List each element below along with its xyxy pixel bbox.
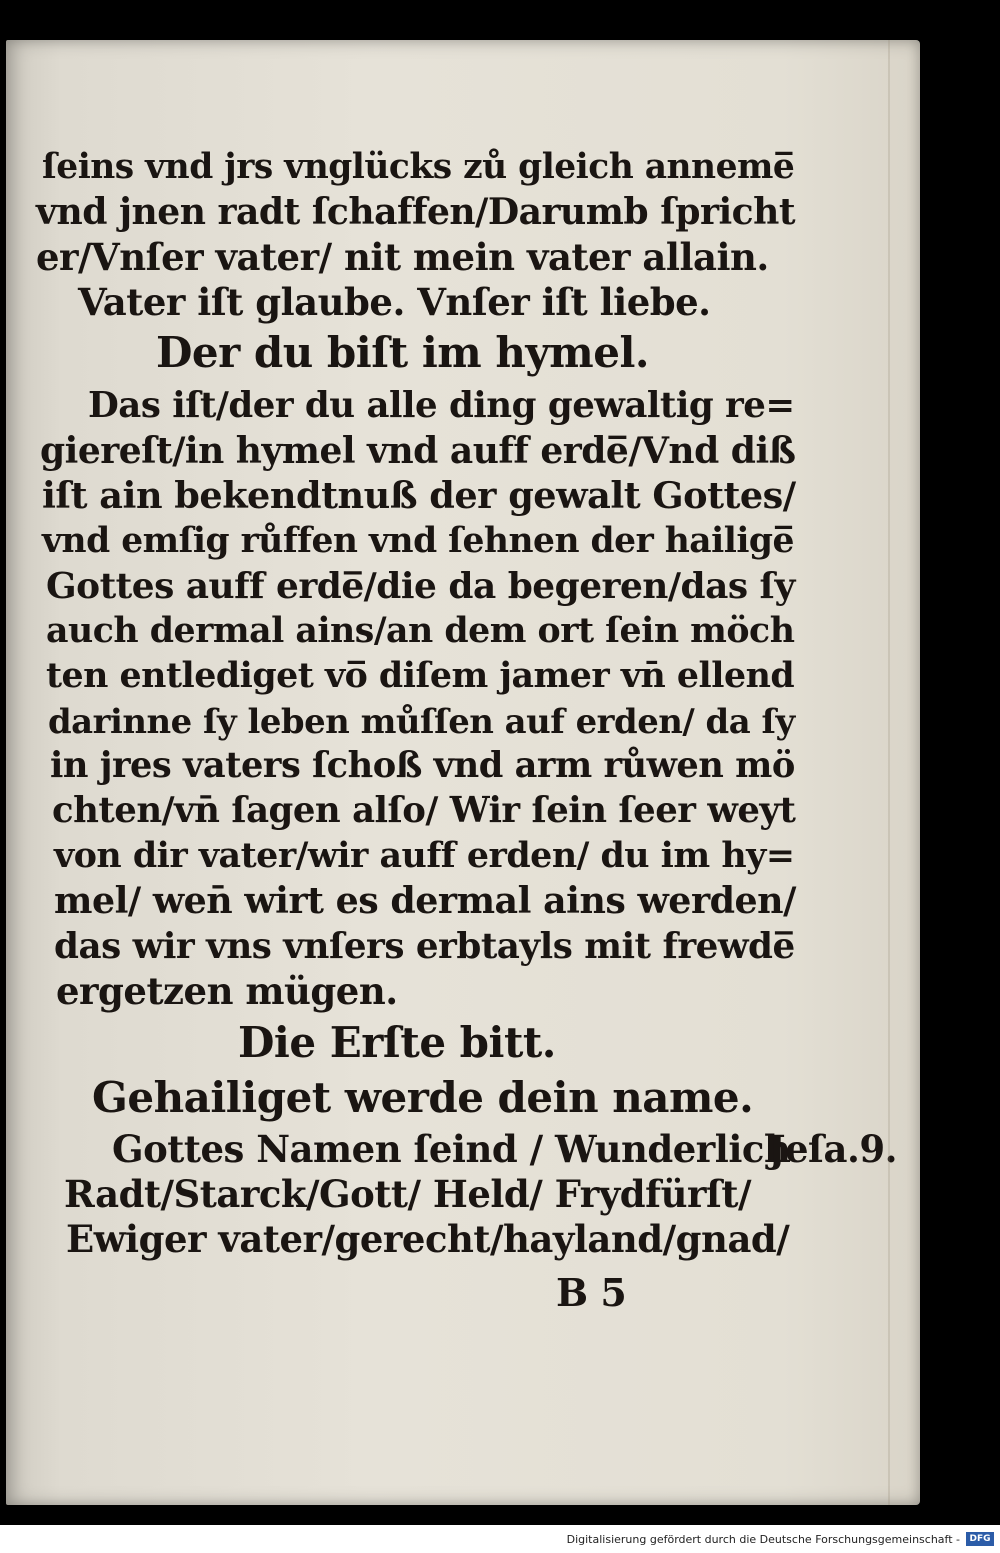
text-line-18: das wir vns vnſers erbtayls mit frewde̅	[54, 925, 795, 967]
footer-bar	[0, 1525, 1000, 1553]
text-line-4: Vater iſt glaube. Vnſer iſt liebe.	[78, 280, 711, 324]
text-line-11: auch dermal ains/an dem ort ſein möch	[46, 610, 795, 651]
text-line-14: in jres vaters ſchoß vnd arm růwen mö	[50, 745, 795, 786]
marginal-note: Jeſa.9.	[768, 1127, 897, 1171]
text-line-2: vnd jnen radt ſchaffen/Darumb ſpricht	[36, 190, 796, 233]
text-line-13: darinne ſy leben můſſen auf erden/ da ſy	[48, 701, 795, 741]
page-text	[6, 40, 920, 1505]
section-heading-gehailiget: Gehailiget werde dein name.	[92, 1073, 754, 1122]
text-line-8: iſt ain bekendtnuß der gewalt Gottes/	[42, 474, 796, 517]
funding-notice: Digitalisierung gefördert durch die Deutsche Forschungsgemeinschaft -	[566, 1533, 960, 1546]
section-heading-erste-bitt: Die Erſte bitt.	[238, 1018, 556, 1067]
dfg-logo-icon: DFG	[966, 1532, 994, 1546]
text-line-15: chten/vn̄ ſagen alſo/ Wir ſein ſeer weyt	[52, 790, 796, 831]
text-line-23: Radt/Starck/Gott/ Held/ Frydfürſt/	[64, 1172, 751, 1216]
text-line-6: Das iſt/der du alle ding gewaltig re=	[88, 385, 795, 426]
text-line-3: er/Vnſer vater/ nit mein vater allain.	[36, 235, 769, 279]
text-line-7: giereſt/in hymel vnd auff erde̅/Vnd diß	[40, 430, 796, 472]
signature-mark: B 5	[556, 1270, 627, 1315]
text-line-19: ergetzen mügen.	[56, 969, 398, 1013]
text-line-12: ten entlediget vo̅ diſem jamer vn̄ ellend	[46, 655, 795, 696]
text-line-1: ſeins vnd jrs vnglücks zů gleich anneme̅	[42, 147, 795, 187]
text-line-24: Ewiger vater/gerecht/hayland/gnad/	[66, 1217, 790, 1261]
text-line-16: von dir vater/wir auff erden/ du im hy=	[54, 835, 795, 876]
section-heading-hymel: Der du biſt im hymel.	[156, 328, 650, 377]
text-line-17: mel/ wen̄ wirt es dermal ains werden/	[54, 879, 796, 922]
text-line-9: vnd emſig růffen vnd ſehnen der hailige̅	[42, 521, 794, 561]
book-page	[6, 40, 920, 1505]
text-line-10: Gottes auff erde̅/die da begeren/das ſy	[46, 565, 795, 607]
text-line-22: Gottes Namen ſeind / Wunderlich	[112, 1127, 791, 1171]
